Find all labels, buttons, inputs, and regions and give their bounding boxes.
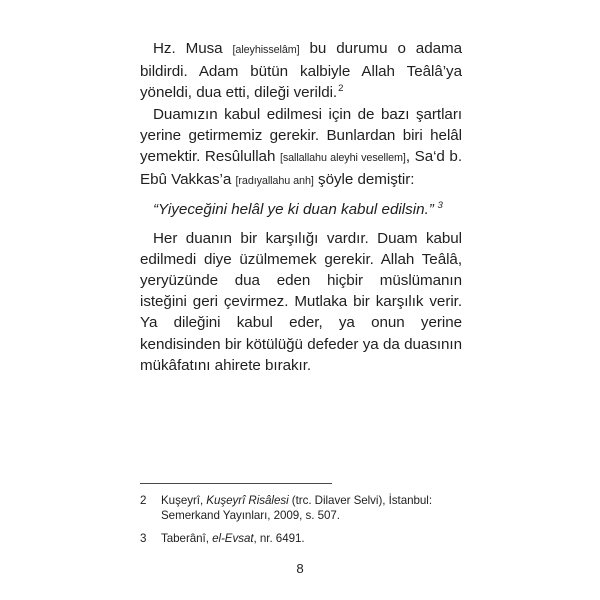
page-number: 8	[296, 561, 304, 576]
italic-title: Kuşeyrî Risâlesi	[206, 494, 289, 507]
footnote-text: Kuşeyrî, Kuşeyrî Risâlesi (trc. Dilaver Selvi), İstanbul: Semerkand Yayınları, 2009, s. 507.	[161, 494, 432, 523]
honorific-annotation: [aleyhisselâm]	[232, 44, 300, 56]
block-quote-hadith: “Yiyeceğini helâl ye ki duan kabul edilsin.” $^3$	[153, 200, 443, 219]
footnote-list	[140, 493, 462, 546]
footnotes-section	[140, 483, 462, 553]
paragraph-3: Her duanın bir karşılığı vardır. Duam kabul edilmedi diye üzülmemek gerekir. Allah Teâlâ, yeryüzünde dua eden hiçbir müslümanın isteğini geri çevirmez. Mutlaka bir karşılık verir. Ya dileğini kabul eder, ya onun yerine kendisinden bir kötülüğü defeder ya da duasının mükâfatını ahirete bırakır.	[140, 229, 462, 374]
honorific-annotation: [sallallahu aleyhi vesellem]	[279, 152, 406, 165]
footnote-number: 2	[140, 494, 147, 507]
footnote-text: Taberânî, el-Evsat, nr. 6491.	[161, 531, 305, 545]
footnote-item	[140, 493, 462, 524]
italic-title: el-Evsat	[212, 531, 254, 545]
honorific-annotation: [radıyallahu anh]	[235, 175, 314, 188]
footnote-separator-rule	[140, 483, 332, 484]
footnote-reference[interactable]: 3	[434, 200, 443, 212]
main-text-column	[140, 38, 462, 376]
footnote-reference[interactable]: 2	[338, 83, 344, 95]
paragraph-2: Duamızın kabul edilmesi için de bazı şartları yerine getirmemiz gerekir. Bunlardan biri helâl yemektir. Resûlullah [sallallahu aleyhi vesellem], Sa‘d b. Ebû Vakkas’a [radıyallahu anh] şöyle demiştir:	[140, 105, 462, 189]
paragraph-1: Hz. Musa [aleyhisselâm] bu durumu o adama bildirdi. Adam bütün kalbiyle Allah Teâlâ’ya yöneldi, dua etti, dileği verildi.$^2$	[140, 40, 462, 102]
footnote-item	[140, 531, 462, 546]
footnote-number: 3	[140, 531, 147, 545]
